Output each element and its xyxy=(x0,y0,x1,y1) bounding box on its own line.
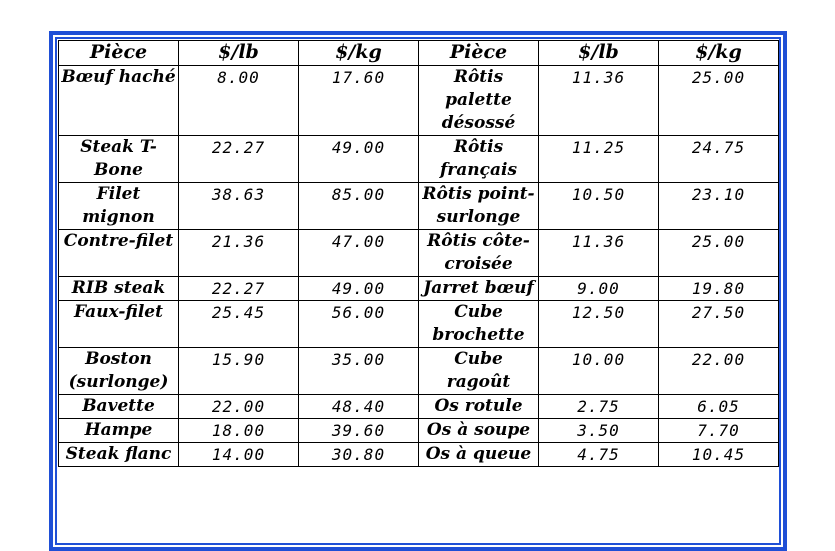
table-row xyxy=(59,66,779,136)
cut-name: Boston (surlonge) xyxy=(59,348,179,395)
price-per-lb: 22.00 xyxy=(179,395,299,419)
price-per-lb: 11.36 xyxy=(539,230,659,277)
cut-name: Hampe xyxy=(59,419,179,443)
price-per-kg: 56.00 xyxy=(299,301,419,348)
cut-name: RIB steak xyxy=(59,277,179,301)
price-per-lb: 22.27 xyxy=(179,277,299,301)
cut-name: Rôtis palette désossé xyxy=(419,66,539,136)
price-per-kg: 7.70 xyxy=(659,419,779,443)
cut-name: Bœuf haché xyxy=(59,66,179,136)
table-row xyxy=(59,277,779,301)
price-per-kg: 6.05 xyxy=(659,395,779,419)
price-per-kg: 17.60 xyxy=(299,66,419,136)
cut-name: Cube brochette xyxy=(419,301,539,348)
price-per-kg: 39.60 xyxy=(299,419,419,443)
price-per-lb: 10.50 xyxy=(539,183,659,230)
price-per-lb: 10.00 xyxy=(539,348,659,395)
cut-name: Contre-filet xyxy=(59,230,179,277)
header-price-kg: $/kg xyxy=(299,41,419,66)
price-per-lb: 25.45 xyxy=(179,301,299,348)
cut-name: Faux-filet xyxy=(59,301,179,348)
cut-name: Os à soupe xyxy=(419,419,539,443)
price-per-kg: 49.00 xyxy=(299,277,419,301)
price-per-lb: 15.90 xyxy=(179,348,299,395)
price-per-lb: 8.00 xyxy=(179,66,299,136)
header-piece: Pièce xyxy=(59,41,179,66)
cut-name: Jarret bœuf xyxy=(419,277,539,301)
price-per-lb: 4.75 xyxy=(539,443,659,467)
price-per-kg: 22.00 xyxy=(659,348,779,395)
price-per-lb: 18.00 xyxy=(179,419,299,443)
cut-name: Os à queue xyxy=(419,443,539,467)
header-price-lb: $/lb xyxy=(539,41,659,66)
table-row xyxy=(59,443,779,467)
price-per-kg: 48.40 xyxy=(299,395,419,419)
price-per-lb: 3.50 xyxy=(539,419,659,443)
table-row xyxy=(59,136,779,183)
price-per-lb: 11.36 xyxy=(539,66,659,136)
price-per-lb: 38.63 xyxy=(179,183,299,230)
header-row xyxy=(59,41,779,66)
price-per-lb: 11.25 xyxy=(539,136,659,183)
price-per-kg: 85.00 xyxy=(299,183,419,230)
price-per-kg: 47.00 xyxy=(299,230,419,277)
table-row xyxy=(59,395,779,419)
price-per-kg: 30.80 xyxy=(299,443,419,467)
price-per-kg: 25.00 xyxy=(659,230,779,277)
price-per-lb: 12.50 xyxy=(539,301,659,348)
price-per-kg: 49.00 xyxy=(299,136,419,183)
cut-name: Rôtis français xyxy=(419,136,539,183)
cut-name: Rôtis point-surlonge xyxy=(419,183,539,230)
price-per-lb: 9.00 xyxy=(539,277,659,301)
table-row xyxy=(59,230,779,277)
price-per-kg: 24.75 xyxy=(659,136,779,183)
table-row xyxy=(59,301,779,348)
header-price-lb: $/lb xyxy=(179,41,299,66)
price-per-kg: 19.80 xyxy=(659,277,779,301)
cut-name: Steak flanc xyxy=(59,443,179,467)
cut-name: Cube ragoût xyxy=(419,348,539,395)
cut-name: Rôtis côte-croisée xyxy=(419,230,539,277)
table-row xyxy=(59,183,779,230)
cut-name: Os rotule xyxy=(419,395,539,419)
table-row xyxy=(59,419,779,443)
table-row xyxy=(59,348,779,395)
price-per-kg: 25.00 xyxy=(659,66,779,136)
price-per-kg: 35.00 xyxy=(299,348,419,395)
price-per-kg: 23.10 xyxy=(659,183,779,230)
header-price-kg: $/kg xyxy=(659,41,779,66)
cut-name: Filet mignon xyxy=(59,183,179,230)
price-per-kg: 10.45 xyxy=(659,443,779,467)
cut-name: Steak T-Bone xyxy=(59,136,179,183)
price-per-lb: 21.36 xyxy=(179,230,299,277)
price-per-lb: 22.27 xyxy=(179,136,299,183)
price-per-kg: 27.50 xyxy=(659,301,779,348)
price-table xyxy=(58,40,779,467)
header-piece: Pièce xyxy=(419,41,539,66)
price-per-lb: 14.00 xyxy=(179,443,299,467)
price-per-lb: 2.75 xyxy=(539,395,659,419)
cut-name: Bavette xyxy=(59,395,179,419)
